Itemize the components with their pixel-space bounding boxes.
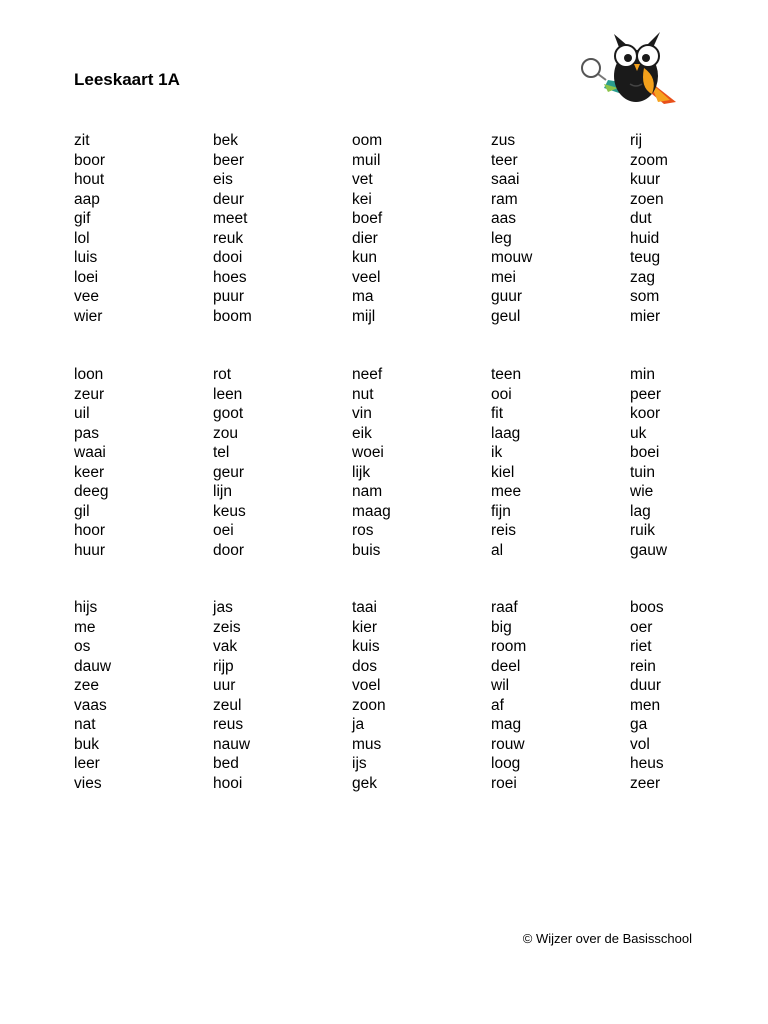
word: huur xyxy=(74,541,106,559)
word: laag xyxy=(491,424,521,442)
word: aap xyxy=(74,190,100,208)
word: ik xyxy=(491,444,503,461)
word-column xyxy=(74,365,213,560)
owl-illustration xyxy=(578,28,686,108)
word: reus xyxy=(213,716,244,733)
word: bek xyxy=(213,132,238,149)
word: boom xyxy=(213,307,252,325)
word: ruik xyxy=(630,522,655,539)
word: min xyxy=(630,366,655,383)
word: hout xyxy=(74,171,105,188)
word: tuin xyxy=(630,463,655,481)
word: uil xyxy=(74,405,90,422)
word: aas xyxy=(491,210,516,227)
word: goot xyxy=(213,405,244,422)
word: zou xyxy=(213,424,238,442)
word: zoom xyxy=(630,151,668,169)
word: uur xyxy=(213,677,236,694)
word: vies xyxy=(74,774,102,792)
word: vee xyxy=(74,288,99,305)
word: loon xyxy=(74,366,104,383)
word-column xyxy=(74,131,213,326)
word: meet xyxy=(213,210,248,227)
word: mei xyxy=(491,268,516,286)
word: dos xyxy=(352,657,377,675)
word: oom xyxy=(352,132,383,149)
word: bed xyxy=(213,755,239,772)
word: mier xyxy=(630,307,661,325)
word: taai xyxy=(352,599,377,616)
word-column xyxy=(213,598,352,793)
word-column xyxy=(352,598,491,793)
word-column xyxy=(213,131,352,326)
word: dooi xyxy=(213,249,243,266)
word: gauw xyxy=(630,541,668,559)
word: zit xyxy=(74,132,90,149)
word: kei xyxy=(352,190,372,208)
word-column xyxy=(630,365,768,560)
word: deeg xyxy=(74,483,109,500)
word: lag xyxy=(630,502,651,520)
word: zeis xyxy=(213,618,241,636)
word: vol xyxy=(630,735,650,753)
word-block-3 xyxy=(74,598,768,793)
word: woei xyxy=(352,444,384,461)
word-column xyxy=(491,598,630,793)
word: koor xyxy=(630,405,661,422)
word: zeer xyxy=(630,774,661,792)
word: mag xyxy=(491,716,522,733)
word: lol xyxy=(74,229,90,247)
word: boef xyxy=(352,210,383,227)
word: nut xyxy=(352,385,374,403)
word: kuis xyxy=(352,638,380,655)
word-block-1 xyxy=(74,131,768,326)
word: kier xyxy=(352,618,377,636)
word: wil xyxy=(491,677,510,694)
word: ga xyxy=(630,716,648,733)
word: big xyxy=(491,618,512,636)
word: vak xyxy=(213,638,238,655)
word: ros xyxy=(352,522,374,539)
word: leer xyxy=(74,755,100,772)
word: ijs xyxy=(352,755,367,772)
word: zee xyxy=(74,677,99,694)
word: lijn xyxy=(213,483,232,500)
word: dut xyxy=(630,210,652,227)
word: ram xyxy=(491,190,518,208)
word: rot xyxy=(213,366,232,383)
word: vaas xyxy=(74,696,107,714)
word: loog xyxy=(491,755,521,772)
word: leg xyxy=(491,229,512,247)
word: dauw xyxy=(74,657,112,675)
word: nauw xyxy=(213,735,251,753)
word: teug xyxy=(630,249,661,266)
word: geul xyxy=(491,307,521,325)
word: nam xyxy=(352,483,383,500)
word: hooi xyxy=(213,774,243,792)
word: vin xyxy=(352,405,372,422)
word: maag xyxy=(352,502,391,520)
word: hijs xyxy=(74,599,98,616)
word: deel xyxy=(491,657,521,675)
word: nat xyxy=(74,716,96,733)
word: deur xyxy=(213,190,245,208)
word: pas xyxy=(74,424,99,442)
word: ma xyxy=(352,288,374,305)
word: guur xyxy=(491,288,523,305)
word: gil xyxy=(74,502,90,520)
word: peer xyxy=(630,385,662,403)
word: geur xyxy=(213,463,245,481)
word: saai xyxy=(491,171,520,188)
word: teer xyxy=(491,151,518,169)
word: kiel xyxy=(491,463,515,481)
word-column xyxy=(352,131,491,326)
word: keus xyxy=(213,502,246,520)
word: wier xyxy=(74,307,103,325)
word: buis xyxy=(352,541,381,559)
word: uk xyxy=(630,424,647,442)
word: door xyxy=(213,541,245,559)
word: rij xyxy=(630,132,643,149)
word: boei xyxy=(630,444,660,461)
word: huid xyxy=(630,229,660,247)
word: keer xyxy=(74,463,105,481)
word: jas xyxy=(213,599,233,616)
word: hoor xyxy=(74,522,106,539)
word: zoon xyxy=(352,696,386,714)
word: af xyxy=(491,696,504,714)
word: riet xyxy=(630,638,652,655)
word: boos xyxy=(630,599,664,616)
word: reis xyxy=(491,522,516,539)
word: boor xyxy=(74,151,106,169)
word: lijk xyxy=(352,463,371,481)
word: oer xyxy=(630,618,653,636)
word: teen xyxy=(491,366,522,383)
word-block-2 xyxy=(74,365,768,560)
word: rijp xyxy=(213,657,234,675)
word: leen xyxy=(213,385,243,403)
word-column xyxy=(352,365,491,560)
word: mus xyxy=(352,735,382,753)
word: vet xyxy=(352,171,373,188)
word: buk xyxy=(74,735,99,753)
word: rouw xyxy=(491,735,525,753)
word: rein xyxy=(630,657,656,675)
word: kuur xyxy=(630,171,661,188)
copyright-footer: © Wijzer over de Basisschool xyxy=(522,931,692,946)
word: eis xyxy=(213,171,233,188)
word: puur xyxy=(213,288,245,305)
word: fijn xyxy=(491,502,511,520)
word: zag xyxy=(630,268,655,286)
word-column xyxy=(74,598,213,793)
word: veel xyxy=(352,268,381,286)
word: waai xyxy=(74,444,106,461)
word: mijl xyxy=(352,307,376,325)
word: muil xyxy=(352,151,381,169)
word: raaf xyxy=(491,599,518,616)
word: loei xyxy=(74,268,99,286)
word: ja xyxy=(352,716,365,733)
word-column xyxy=(491,365,630,560)
word: ooi xyxy=(491,385,512,403)
word: gif xyxy=(74,210,91,227)
word: mee xyxy=(491,483,522,500)
word: zeur xyxy=(74,385,105,403)
word: me xyxy=(74,618,96,636)
word: zus xyxy=(491,132,516,149)
word: gek xyxy=(352,774,377,792)
word: heus xyxy=(630,755,664,772)
word: men xyxy=(630,696,661,714)
word: os xyxy=(74,638,91,655)
page-title: Leeskaart 1A xyxy=(74,70,180,89)
word: wie xyxy=(630,483,654,500)
word: oei xyxy=(213,522,234,539)
word-column xyxy=(213,365,352,560)
word: al xyxy=(491,541,504,559)
word: neef xyxy=(352,366,383,383)
word: beer xyxy=(213,151,245,169)
word: voel xyxy=(352,677,381,694)
word-column xyxy=(491,131,630,326)
word: kun xyxy=(352,249,377,266)
word: zoen xyxy=(630,190,664,208)
word-column xyxy=(630,131,768,326)
word-column xyxy=(630,598,768,793)
word: som xyxy=(630,288,660,305)
word: roei xyxy=(491,774,517,792)
word: reuk xyxy=(213,229,244,247)
word: dier xyxy=(352,229,378,247)
word: eik xyxy=(352,424,372,442)
word: hoes xyxy=(213,268,247,286)
word: room xyxy=(491,638,527,655)
word: luis xyxy=(74,249,98,266)
word: tel xyxy=(213,444,230,461)
word: mouw xyxy=(491,249,533,266)
word: zeul xyxy=(213,696,242,714)
word: duur xyxy=(630,677,662,694)
word: fit xyxy=(491,405,504,422)
